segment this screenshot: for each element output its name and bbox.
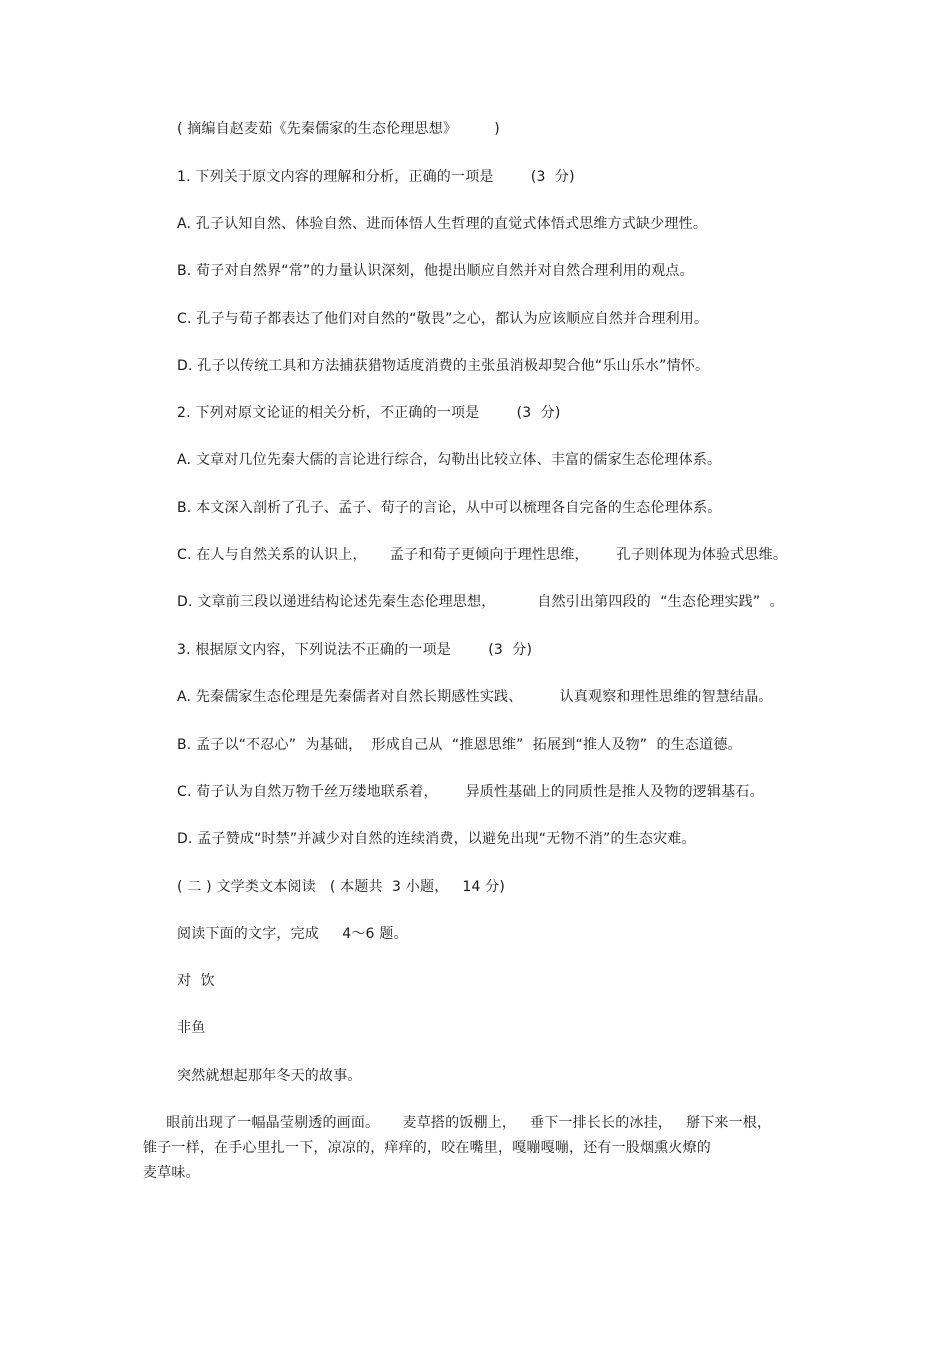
question-1-option-c: C. 孔子与荀子都表达了他们对自然的“敬畏”之心，都认为应该顺应自然并合理利用。 [177,311,709,327]
question-2-option-d: D. 文章前三段以递进结构论述先秦生态伦理思想， 自然引出第四段的 “生态伦理实践” 。 [177,594,784,610]
story-paragraph-line-3: 麦草味。 [143,1165,200,1181]
question-2-option-c: C. 在人与自然关系的认识上， 孟子和荀子更倾向于理性思维， 孔子则体现为体验式思维。 [177,547,788,563]
question-3-stem: 3. 根据原文内容，下列说法不正确的一项是 (3 分) [177,642,533,658]
question-3-option-b: B. 孟子以“不忍心” 为基础， 形成自己从 “推恩思维” 拓展到“推人及物” 的生态道德。 [177,737,742,753]
question-3-option-a: A. 先秦儒家生态伦理是先秦儒者对自然长期感性实践、 认真观察和理性思维的智慧结晶。 [177,689,773,705]
reading-instruction: 阅读下面的文字，完成 4～6 题。 [177,926,408,942]
question-2-option-b: B. 本文深入剖析了孔子、孟子、荀子的言论，从中可以梳理各自完备的生态伦理体系。 [177,500,722,516]
story-author: 非鱼 [177,1020,206,1036]
question-1-stem: 1. 下列关于原文内容的理解和分析，正确的一项是 (3 分) [177,169,575,185]
question-2-option-a: A. 文章对几位先秦大儒的言论进行综合，勾勒出比较立体、丰富的儒家生态伦理体系。 [177,452,722,468]
story-paragraph-line-2: 锥子一样，在手心里扎一下，凉凉的，痒痒的，咬在嘴里，嘎嘣嘎嘣，还有一股烟熏火燎的 [143,1140,711,1156]
question-3-option-d: D. 孟子赞成“时禁”并减少对自然的连续消费，以避免出现“无物不消”的生态灾难。 [177,831,696,847]
source-citation: ( 摘编自赵麦茹《先秦儒家的生态伦理思想》 ) [177,121,500,137]
story-paragraph-line-1: 眼前出现了一幅晶莹剔透的画面。 麦草搭的饭棚上， 垂下一排长长的冰挂， 掰下来一根， [143,1115,772,1131]
question-2-stem: 2. 下列对原文论证的相关分析，不正确的一项是 (3 分) [177,405,561,421]
question-1-option-b: B. 荀子对自然界“常”的力量认识深刻，他提出顺应自然并对自然合理利用的观点。 [177,263,694,279]
story-title: 对 饮 [177,973,215,989]
question-1-option-a: A. 孔子认知自然、体验自然、进而体悟人生哲理的直觉式体悟式思维方式缺少理性。 [177,216,708,232]
question-3-option-c: C. 荀子认为自然万物千丝万缕地联系着， 异质性基础上的同质性是推人及物的逻辑基石。 [177,784,764,800]
question-1-option-d: D. 孔子以传统工具和方法捕获猎物适度消费的主张虽消极却契合他“乐山乐水”情怀。 [177,358,710,374]
story-first-line: 突然就想起那年冬天的故事。 [177,1068,362,1084]
section-heading: ( 二 ) 文学类文本阅读 ( 本题共 3 小题， 14 分) [177,879,506,895]
